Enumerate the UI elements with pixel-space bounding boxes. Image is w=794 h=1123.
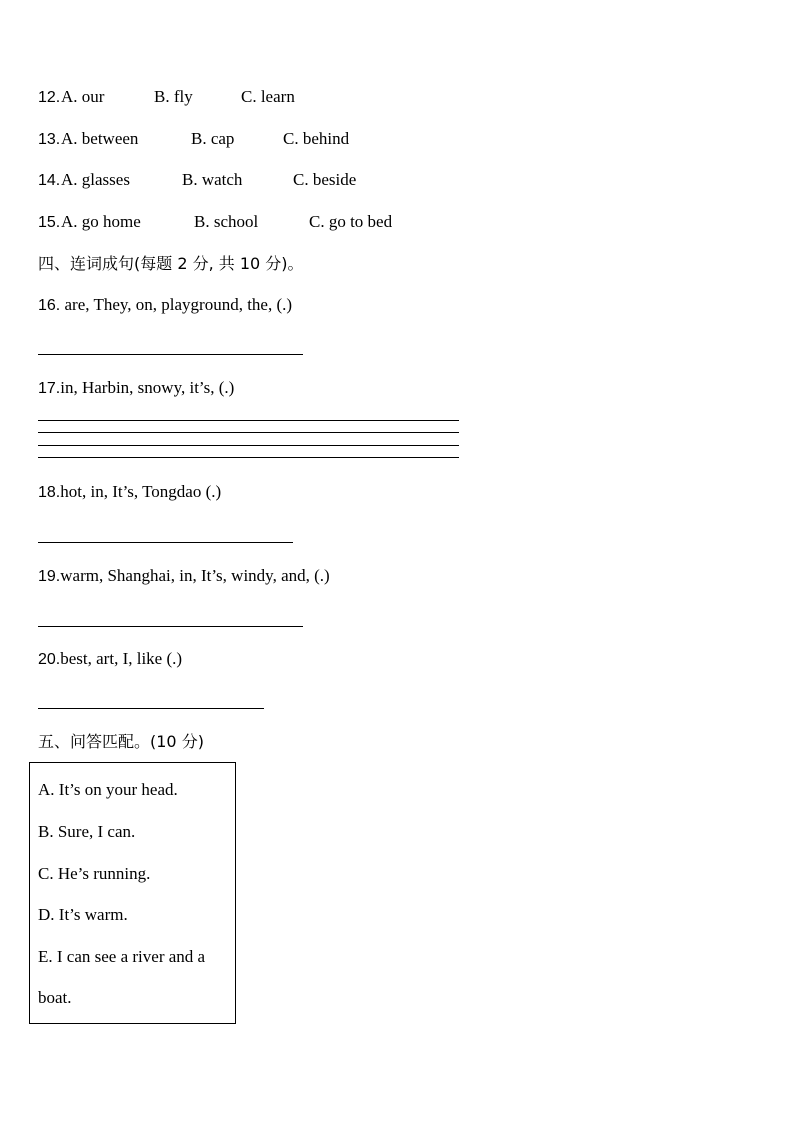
question-15 xyxy=(38,212,393,233)
answer-line[interactable] xyxy=(38,542,293,543)
option-b: B. watch xyxy=(182,170,243,189)
option-c: C. beside xyxy=(293,170,357,189)
question-number: 15. xyxy=(38,214,61,231)
question-number: 18. xyxy=(38,484,61,501)
question-18 xyxy=(38,482,221,503)
answer-line[interactable] xyxy=(38,457,459,458)
question-number: 12. xyxy=(38,89,61,106)
answer-option-b: B. Sure, I can. xyxy=(38,822,136,841)
question-number: 20. xyxy=(38,651,61,668)
answer-line[interactable] xyxy=(38,445,459,446)
option-a: A. glasses xyxy=(61,170,130,189)
question-text: best, art, I, like (.) xyxy=(60,649,183,668)
answer-option-c: C. He’s running. xyxy=(38,864,151,883)
option-c: C. behind xyxy=(283,129,350,148)
question-number: 17. xyxy=(38,380,61,397)
option-b: B. fly xyxy=(154,87,193,106)
question-number: 13. xyxy=(38,131,61,148)
question-20 xyxy=(38,649,182,670)
option-b: B. school xyxy=(194,212,259,231)
answer-option-d: D. It’s warm. xyxy=(38,905,128,924)
question-13 xyxy=(38,129,350,150)
option-a: A. our xyxy=(61,87,105,106)
answer-line[interactable] xyxy=(38,354,303,355)
section-5-title: 五、问答匹配。(10 分) xyxy=(38,732,204,751)
option-b: B. cap xyxy=(191,129,235,148)
option-a: A. between xyxy=(61,129,139,148)
option-c: C. go to bed xyxy=(309,212,393,231)
answer-line[interactable] xyxy=(38,626,303,627)
answer-option-a: A. It’s on your head. xyxy=(38,780,178,799)
question-number: 16. xyxy=(38,297,61,314)
question-17 xyxy=(38,378,234,399)
question-16 xyxy=(38,295,292,316)
question-number: 19. xyxy=(38,568,61,585)
answer-line[interactable] xyxy=(38,420,459,421)
answer-line[interactable] xyxy=(38,708,264,709)
section-4-title: 四、连词成句(每题 2 分, 共 10 分)。 xyxy=(38,254,304,273)
option-a: A. go home xyxy=(61,212,141,231)
question-14 xyxy=(38,170,357,191)
answer-line[interactable] xyxy=(38,432,459,433)
question-12 xyxy=(38,87,295,108)
question-number: 14. xyxy=(38,172,61,189)
answer-option-e: E. I can see a river and a xyxy=(38,947,206,966)
question-text: in, Harbin, snowy, it’s, (.) xyxy=(60,378,235,397)
option-c: C. learn xyxy=(241,87,295,106)
question-text: warm, Shanghai, in, It’s, windy, and, (.) xyxy=(60,566,330,585)
question-text: are, They, on, playground, the, (.) xyxy=(64,295,293,314)
question-19 xyxy=(38,566,330,587)
answer-options-box xyxy=(29,762,236,1024)
answer-option-e-continued: boat. xyxy=(38,988,72,1007)
question-text: hot, in, It’s, Tongdao (.) xyxy=(60,482,222,501)
